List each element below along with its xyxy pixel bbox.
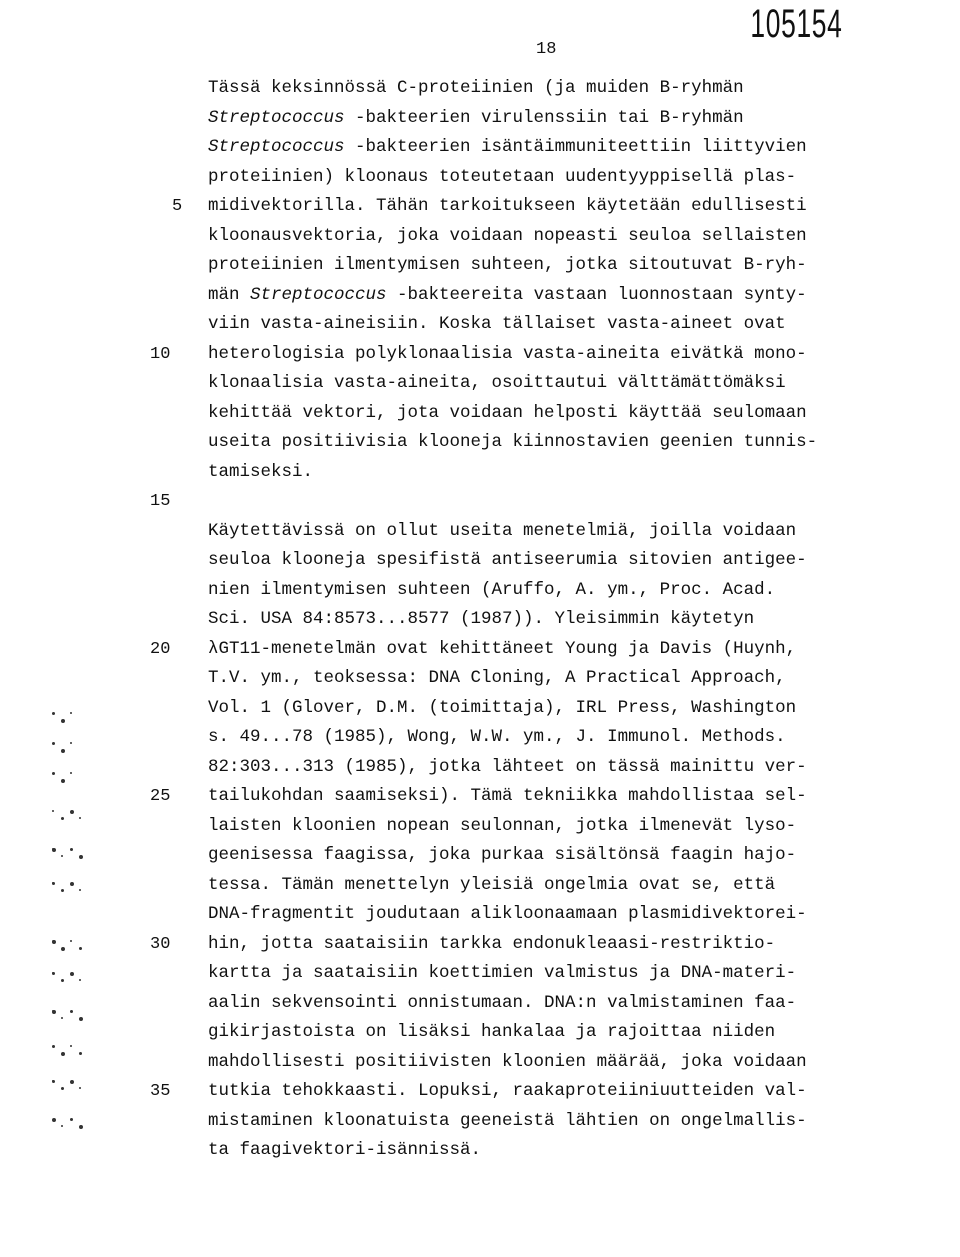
text-line (208, 959, 908, 989)
italic-term: Streptococcus (250, 284, 387, 305)
text-line (208, 74, 908, 104)
italic-term: Streptococcus (208, 137, 345, 157)
text-run: tutkia tehokkaasti. Lopuksi, raakaproteiiniuutteiden val- (208, 1081, 807, 1101)
text-run: män (208, 284, 251, 305)
text-run: DNA-fragmentit joudutaan alikloonaamaan plasmidivektorei- (208, 904, 807, 924)
text-line (208, 605, 908, 635)
text-run: midivektorilla. Tähän tarkoitukseen käytetään edullisesti (208, 196, 807, 216)
scan-speck (52, 848, 54, 850)
scan-speck (61, 889, 64, 892)
document-number: 105154 (749, 2, 842, 46)
scan-speck (52, 772, 55, 775)
scan-speck (79, 889, 81, 891)
text-line (208, 369, 908, 399)
text-run: λGT11-menetelmän ovat kehittäneet Young ja Davis (Huynh, (208, 638, 797, 659)
text-line (208, 664, 908, 694)
text-run: seuloa klooneja spesifistä antiseerumia sitovien antigee- (208, 550, 807, 570)
text-run: Vol. 1 (Glover, D.M. (toimittaja), IRL Press, Washington (208, 697, 797, 718)
text-run: tailukohdan saamiseksi). Tämä tekniikka mahdollistaa sel- (208, 786, 807, 806)
scan-speck (79, 1017, 83, 1021)
scan-speck (70, 810, 74, 814)
text-run: proteiinien ilmentymisen suhteen, jotka sitoutuvat B-ryh- (208, 255, 807, 275)
text-line (208, 458, 908, 488)
text-line (208, 900, 908, 930)
text-line (208, 635, 908, 665)
scan-speck (70, 882, 74, 886)
scan-speck (52, 742, 55, 745)
scan-speck (52, 1010, 54, 1012)
scan-speck (61, 779, 65, 783)
text-line (208, 812, 908, 842)
text-run: mistaminen kloonatuista geeneistä lähtien on ongelmallis- (208, 1110, 807, 1131)
text-run: -bakteerien isäntäimmuniteettiin liittyvien (344, 137, 807, 157)
margin-line-number: 20 (150, 639, 171, 659)
text-line (208, 1048, 908, 1078)
text-line (208, 281, 908, 311)
text-run: klonaalisia vasta-aineita, osoittautui välttämättömäksi (208, 373, 786, 393)
text-line (208, 163, 908, 193)
text-line (208, 841, 908, 871)
margin-line-number: 30 (150, 934, 171, 954)
text-run: -bakteerien virulenssiin tai B-ryhmän (344, 107, 744, 128)
text-line (208, 399, 908, 429)
text-line (208, 871, 908, 901)
text-run: aalin sekvensointi onnistumaan. DNA:n valmistaminen faa- (208, 992, 797, 1013)
page-number: 18 (536, 40, 557, 59)
text-line (208, 104, 908, 134)
scan-speck (52, 940, 56, 944)
scan-speck (79, 1052, 82, 1055)
scan-speck (70, 940, 72, 942)
text-line (208, 310, 908, 340)
text-line (208, 428, 908, 458)
text-run: T.V. ym., teoksessa: DNA Cloning, A Practical Approach, (208, 668, 786, 688)
text-line (208, 1018, 908, 1048)
text-line (208, 546, 908, 576)
scan-speck (70, 1080, 74, 1084)
scan-speck (52, 1045, 55, 1048)
scan-speck (52, 810, 54, 812)
scan-speck (61, 817, 64, 820)
scan-speck (79, 1087, 81, 1089)
scan-speck (61, 1125, 63, 1127)
text-run: viin vasta-aineisiin. Koska tällaiset vasta-aineet ovat (208, 314, 786, 334)
text-line (208, 753, 908, 783)
margin-line-number: 35 (150, 1082, 171, 1101)
italic-term: Streptococcus (208, 107, 345, 128)
text-run: kloonausvektoria, joka voidaan nopeasti seuloa sellaisten (208, 225, 807, 246)
text-line (208, 340, 908, 370)
text-line (208, 930, 908, 960)
text-line (208, 192, 908, 222)
text-line (208, 133, 908, 163)
text-run: tamiseksi. (208, 461, 314, 482)
scan-speck (61, 1087, 64, 1090)
margin-line-number: 10 (150, 344, 171, 364)
text-run: gikirjastoista on lisäksi hankalaa ja rajoittaa niiden (208, 1022, 776, 1042)
text-run: tessa. Tämän menettelyn yleisiä ongelmia ovat se, että (208, 874, 776, 895)
text-run: Sci. USA 84:8573...8577 (1987)). Yleisimmin käytetyn (208, 609, 755, 629)
text-run: Käytettävissä on ollut useita menetelmiä, joilla voidaan (208, 520, 797, 541)
scan-speck (61, 749, 65, 753)
text-run: proteiinien) kloonaus toteutetaan uudentyyppisellä plas- (208, 166, 797, 187)
scan-speck (61, 855, 63, 857)
text-line (208, 694, 908, 724)
text-run: useita positiivisia klooneja kiinnostavien geenien tunnis- (208, 432, 818, 452)
scan-speck (70, 972, 74, 976)
text-run: s. 49...78 (1985), Wong, W.W. ym., J. Immunol. Methods. (208, 727, 786, 747)
text-run: kehittää vektori, jota voidaan helposti käyttää seulomaan (208, 402, 807, 423)
text-line (208, 487, 908, 517)
text-run: ta faagivektori-isännissä. (208, 1140, 482, 1160)
scan-speck (61, 947, 65, 951)
scan-speck (52, 712, 55, 715)
text-line (208, 517, 908, 547)
text-run: -bakteereita vastaan luonnostaan synty- (386, 284, 807, 305)
scan-speck (70, 712, 72, 714)
scan-speck (70, 1118, 73, 1121)
scan-speck (52, 882, 55, 885)
scan-speck (61, 979, 64, 982)
scan-speck (70, 1010, 73, 1013)
scan-speck (70, 772, 72, 774)
scan-speck (70, 1045, 72, 1047)
scan-speck (79, 947, 82, 950)
text-line (208, 989, 908, 1019)
text-line (208, 222, 908, 252)
text-line (208, 1077, 908, 1107)
text-line (208, 1107, 908, 1137)
text-line (208, 723, 908, 753)
scan-speck (79, 1125, 83, 1129)
text-line (208, 251, 908, 281)
scan-speck (52, 1080, 55, 1083)
scan-speck (79, 817, 81, 819)
scan-speck (70, 848, 73, 851)
text-run: Tässä keksinnössä C-proteiinien (ja muiden B-ryhmän (208, 78, 744, 98)
text-run: kartta ja saataisiin koettimien valmistus ja DNA-materi- (208, 963, 797, 983)
scan-speck (52, 1118, 56, 1122)
scan-speck (79, 855, 83, 859)
text-run: 82:303...313 (1985), jotka lähteet on tässä mainittu ver- (208, 756, 807, 777)
scan-speck (52, 972, 55, 975)
text-line (208, 576, 908, 606)
text-run: nien ilmentymisen suhteen (Aruffo, A. ym., Proc. Acad. (208, 579, 776, 600)
text-run: hin, jotta saataisiin tarkka endonukleaasi-restriktio- (208, 933, 776, 954)
scan-speck (70, 742, 72, 744)
text-line (208, 1136, 908, 1166)
scan-speck (79, 979, 81, 981)
body-text (208, 74, 908, 1166)
text-run: laisten kloonien nopean seulonnan, jotka ilmenevät lyso- (208, 815, 797, 836)
margin-line-number: 15 (150, 492, 171, 511)
text-line (208, 782, 908, 812)
text-run: geenisessa faagissa, joka purkaa sisältönsä faagin hajo- (208, 845, 797, 865)
text-run: mahdollisesti positiivisten kloonien määrää, joka voidaan (208, 1051, 807, 1072)
margin-line-number: 25 (150, 787, 171, 806)
text-run: heterologisia polyklonaalisia vasta-aineita eivätkä mono- (208, 343, 807, 364)
scan-speck (61, 1052, 65, 1056)
scan-speck (61, 1017, 63, 1019)
margin-line-number: 5 (172, 197, 183, 216)
scan-speck (61, 719, 65, 723)
